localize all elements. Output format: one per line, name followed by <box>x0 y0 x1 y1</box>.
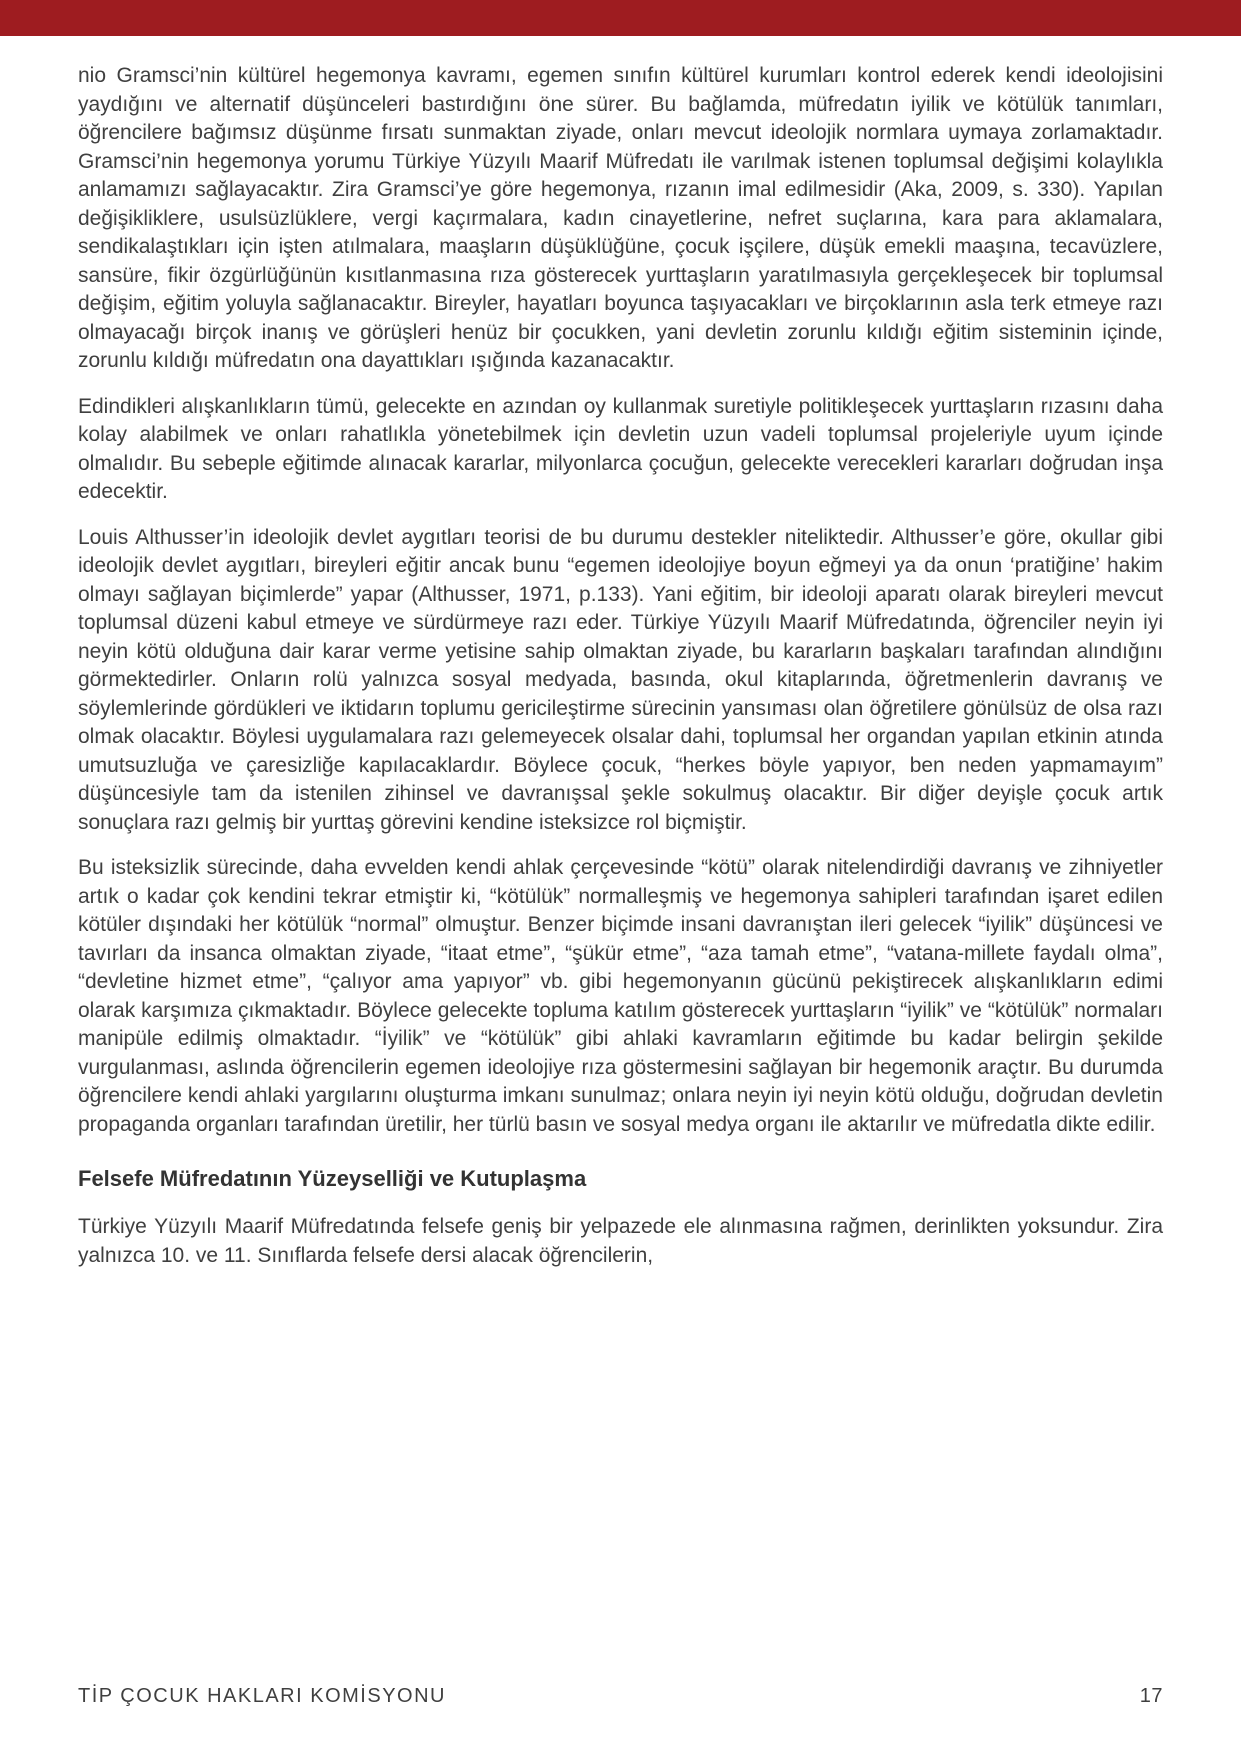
paragraph-philosophy-superficiality: Türkiye Yüzyılı Maarif Müfredatında felsefe geniş bir yelpazede ele alınmasına rağmen, derinlikten yoksundur. Zira yalnızca 10. ve 11. Sınıflarda felsefe dersi alacak öğrencilerin, <box>78 1215 1163 1267</box>
section-heading-philosophy-curriculum: Felsefe Müfredatının Yüzeyselliği ve Kutuplaşma <box>78 1166 587 1191</box>
footer-page-number: 17 <box>1139 1685 1163 1707</box>
footer-commission-name: TİP ÇOCUK HAKLARI KOMİSYONU <box>78 1685 446 1707</box>
page-content <box>0 36 1241 1270</box>
page-footer <box>78 1685 1163 1708</box>
paragraph-good-evil-norms: Bu isteksizlik sürecinde, daha evvelden kendi ahlak çerçevesinde “kötü” olarak nitelendirdiği davranış ve zihniyetler artık o kadar çok kendini tekrar etmiştir ki, “kötülük” normalleşmiş ve hegemonya sahipleri tarafından işaret edilen kötüler dışındaki her kötülük “normal” olmuştur. Benzer biçimde insani davranıştan ileri gelecek “iyilik” düşüncesi ve tavırları da insanca olmaktan ziyade, “itaat etme”, “şükür etme”, “aza tamah etme”, “vatana-millete faydalı olma”, “devletine hizmet etme”, “çalıyor ama yapıyor” vb. gibi hegemonyanın gücünü pekiştirecek alışkanlıkların edimi olarak karşımıza çıkmaktadır. Böylece gelecekte topluma katılım gösterecek yurttaşların “iyilik” ve “kötülük” normaları manipüle edilmiş olmaktadır. “İyilik” ve “kötülük” gibi ahlaki kavramların eğitimde bu kadar belirgin şekilde vurgulanması, aslında öğrencilerin egemen ideolojiye rıza göstermesini sağlayan bir hegemonik araçtır. Bu durumda öğrencilere kendi ahlaki yargılarını oluşturma imkanı sunulmaz; onlara neyin iyi neyin kötü olduğu, doğrudan devletin propaganda organları tarafından üretilir, her türlü basın ve sosyal medya organı ile aktarılır ve müfredatla dikte edilir. <box>78 856 1163 1136</box>
paragraph-gramsci-hegemony: nio Gramsci’nin kültürel hegemonya kavramı, egemen sınıfın kültürel kurumları kontrol ederek kendi ideolojisini yaydığını ve alternatif düşünceleri bastırdığını öne sürer. Bu bağlamda, müfredatın iyilik ve kötülük tanımları, öğrencilere bağımsız düşünme fırsatı sunmaktan ziyade, onları mevcut ideolojik normlara uymaya zorlamaktadır. Gramsci’nin hegemonya yorumu Türkiye Yüzyılı Maarif Müfredatı ile varılmak istenen toplumsal değişimi kolaylıkla anlamamızı sağlayacaktır. Zira Gramsci’ye göre hegemonya, rızanın imal edilmesidir (Aka, 2009, s. 330). Yapılan değişikliklere, usulsüzlüklere, vergi kaçırmalara, kadın cinayetlerine, nefret suçlarına, kara para aklamalara, sendikalaştıkları için işten atılmalara, maaşların düşüklüğüne, çocuk işçilere, düşük emekli maaşına, tecavüzlere, sansüre, fikir özgürlüğünün kısıtlanmasına rıza gösterecek yurttaşların yaratılmasıyla gerçekleşecek bir toplumsal değişim, eğitim yoluyla sağlanacaktır. Bireyler, hayatları boyunca taşıyacakları ve birçoklarının asla terk etmeye razı olmayacağı birçok inanış ve görüşleri henüz bir çocukken, yani devletin zorunlu kıldığı eğitim sisteminin içinde, zorunlu kıldığı müfredatın ona dayattıkları ışığında kazanacaktır. <box>78 64 1163 372</box>
paragraph-althusser-ideology: Louis Althusser’in ideolojik devlet aygıtları teorisi de bu durumu destekler niteliktedir. Althusser’e göre, okullar gibi ideolojik devlet aygıtları, bireyleri eğitir ancak bunu “egemen ideolojiye boyun eğmeyi ya da onun ‘pratiğine’ hakim olmayı sağlayan biçimlerde” yapar (Althusser, 1971, p.133). Yani eğitim, bir ideoloji aparatı olarak bireyleri mevcut toplumsal düzeni kabul etmeye ve sürdürmeye razı eder. Türkiye Yüzyılı Maarif Müfredatında, öğrenciler neyin iyi neyin kötü olduğuna dair karar verme yetisine sahip olmaktan ziyade, bu kararların başkaları tarafından alındığını görmektedirler. Onların rolü yalnızca sosyal medyada, basında, okul kitaplarında, öğretmenlerin davranış ve söylemlerinde gördükleri ve iktidarın toplumu gericileştirme sürecinin yansıması olan öğretilere gönülsüz de olsa razı olmak olacaktır. Böylesi uygulamalara razı gelemeyecek olsalar dahi, toplumsal her organdan yapılan etkinin atında umutsuzluğa ve çaresizliğe kapılacaklardır. Böylece çocuk, “herkes böyle yapıyor, ben neden yapmamayım” düşüncesiyle tam da istenilen zihinsel ve davranışsal şekle sokulmuş olacaktır. Bir diğer deyişle çocuk artık sonuçlara razı gelmiş bir yurttaş görevini kendine isteksizce rol biçmiştir. <box>78 525 1163 834</box>
paragraph-habits-consent: Edindikleri alışkanlıkların tümü, gelecekte en azından oy kullanmak suretiyle politikleşecek yurttaşların rızasını daha kolay alabilmek ve onları rahatlıkla yönetebilmek için devletin uzun vadeli toplumsal projeleriyle uyum içinde olmalıdır. Bu sebeple eğitimde alınacak kararlar, milyonlarca çocuğun, gelecekte verecekleri kararları doğrudan inşa edecektir. <box>78 394 1163 503</box>
top-accent-bar <box>0 0 1241 36</box>
